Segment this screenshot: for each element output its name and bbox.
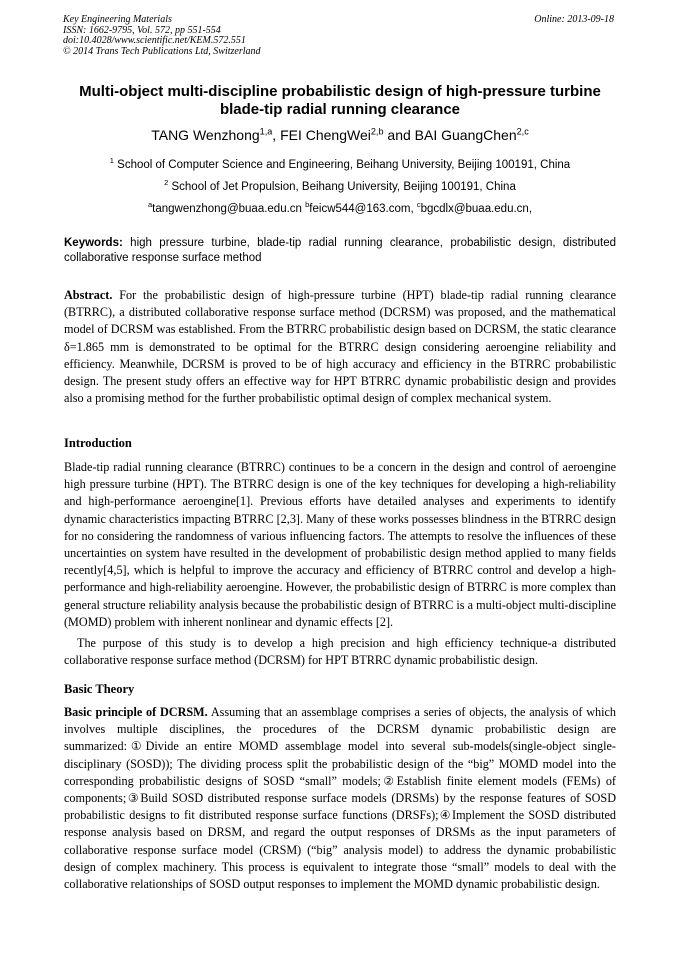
abstract-label: Abstract. [64,288,113,302]
doi-line: doi:10.4028/www.scientific.net/KEM.572.551 [63,35,246,46]
author-superscript: 2,b [370,126,384,137]
email-address: tangwenzhong@buaa.edu.cn [152,203,306,215]
author-separator: , [272,127,281,143]
author-superscript: 2,c [516,126,529,137]
email-marker: a [147,200,153,210]
affiliation-marker: 1 [109,156,114,166]
abstract-paragraph [64,287,616,407]
keywords-label: Keywords: [64,237,123,249]
email-address: bgcdlx@buaa.edu.cn, [420,203,533,215]
dcrsm-principle-label: Basic principle of DCRSM. [64,705,208,719]
introduction-paragraph-1: Blade-tip radial running clearance (BTRRC) continues to be a concern in the design and control of aeroengine high pressure turbine (HPT). The BTRRC design is one of the key techniques for developing a high-reliability and high-performance aeroengine[1]. Previous efforts have detailed analyses and experiments to identify dynamic characteristics impacting BTRRC [2,3]. Many of these works possesses blindness in the BTRRC design for no considering the randomness of various influencing factors. The attempts to resolve the influences of these uncertainties on system have resulted in the development of probabilistic design method applied to many fields recently[4,5], which is helpful to improve the accuracy and efficiency of BTRRC control and develop a high-performance and high-reliability aeroengine. However, the probabilistic design of BTRRC is more complex than general structure reliability analysis because the probabilistic design of BTRRC is a multi-object multi-discipline (MOMD) problem with inherent nonlinear and dynamic effects [2]. [64,460,616,629]
abstract-text: For the probabilistic design of high-pressure turbine (HPT) blade-tip radial running clearance (BTRRC), a distributed collaborative response surface method (DCRSM) was proposed, and the mathematical model of DCRSM was established. From the BTRRC probabilistic design based on DCRSM, the static clearance δ=1.865 mm is demonstrated to be optimal for the BTRRC design considering aeroengine reliability and efficiency. Meanwhile, DCRSM is proved to be of high accuracy and efficiency in the BTRRC probabilistic design. The present study offers an effective way for HPT BTRRC dynamic probabilistic design and provides also a promising method for the further probabilistic optimal design of complex mechanical system. [64,288,616,406]
author-name: BAI GuangChen [414,127,517,143]
keywords-block [64,236,616,266]
affiliation-2 [64,180,616,194]
author-separator: and [383,127,415,143]
copyright-line: © 2014 Trans Tech Publications Ltd, Switzerland [63,45,261,57]
author-name: TANG Wenzhong [151,127,260,143]
issn-line: ISSN: 1662-9795, Vol. 572, pp 551-554 [63,24,221,36]
author-superscript: 1,a [259,126,273,137]
email-address: feicw544@163.com, [309,203,417,215]
basic-theory-paragraph [64,704,616,893]
basic-theory-heading: Basic Theory [64,682,135,696]
affiliation-1 [64,158,616,172]
paper-title: Multi-object multi-discipline probabilistic design of high-pressure turbine blade-tip radial running clearance [79,83,601,118]
author-name: FEI ChengWei [280,127,371,143]
journal-name: Key Engineering Materials [63,14,172,25]
email-line [64,202,616,216]
author-list [64,127,616,144]
email-marker: c [416,200,421,210]
affiliation-text: School of Jet Propulsion, Beihang University, Beijing 100191, China [168,181,516,193]
journal-header [63,15,261,57]
dcrsm-principle-text: Assuming that an assemblage comprises a series of objects, the analysis of which involves multiple disciplines, the procedures of the DCRSM dynamic probabilistic design are summarized:①Divide an entire MOMD assemblage model into several sub-models(single-object single-disciplinary (SOSD)); The dividing process split the probabilistic design of the “big” MOMD model into the corresponding probabilistic designs of SOSD “small” models;②Establish finite element models (FEMs) of components;③Build SOSD distributed response surface models (DRSMs) by the response features of SOSD probabilistic designs to fit distributed response surface functions (DRSFs);④Implement the SOSD distributed response analysis based on DRSM, and regard the output responses of DRSMs as the input parameters of collaborative response surface model (CRSM) (“big” analysis model) to address the dynamic probabilistic design of complex machinery. This process is equivalent to integrate those “small” models to deal with the collaborative relationships of SOSD output responses to implement the MOMD dynamic probabilistic design. [64,705,616,892]
introduction-heading: Introduction [64,436,132,450]
online-date: Online: 2013-09-18 [534,14,614,25]
email-marker: b [305,200,310,210]
keywords-text: high pressure turbine, blade-tip radial running clearance, probabilistic design, distributed collaborative response surface method [64,237,616,264]
affiliation-text: School of Computer Science and Engineering, Beihang University, Beijing 100191, China [113,159,571,171]
introduction-paragraph-2: The purpose of this study is to develop a high precision and high efficiency technique-a distributed collaborative response surface method (DCRSM) for HPT BTRRC dynamic probabilistic design. [64,636,616,668]
affiliation-marker: 2 [164,178,169,188]
